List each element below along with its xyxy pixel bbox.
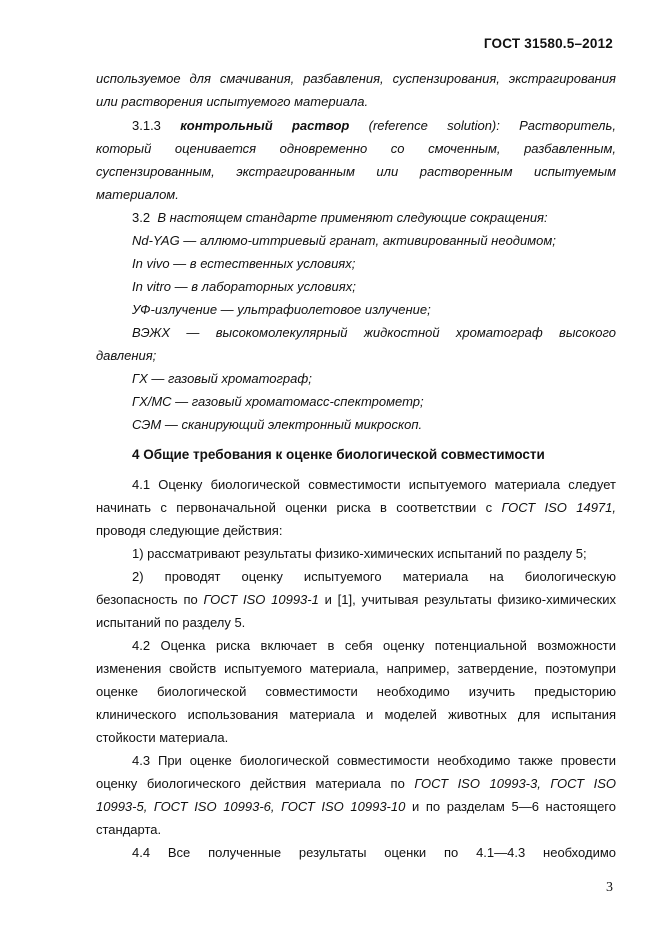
page-number: 3 bbox=[606, 880, 613, 895]
text-line: 4.4 Все полученные результаты оценки по 4.1—4.3 необходимо bbox=[132, 845, 616, 860]
text-line: используемое для смачивания, разбавления, суспензирования, экстрагирования bbox=[96, 71, 616, 86]
abbreviation-item: Nd-YAG — аллюмо-иттриевый гранат, активированный неодимом; bbox=[132, 233, 556, 248]
text-span: начинать с первоначальной оценки риска в соответствии с bbox=[96, 500, 493, 515]
text-line bbox=[96, 499, 616, 517]
abbreviation-item: In vivo — в естественных условиях; bbox=[132, 256, 356, 271]
text-line bbox=[96, 798, 616, 816]
standard-reference: 10993-5, ГОСТ ISO 10993-6, ГОСТ ISO 10993-10 bbox=[96, 799, 406, 814]
text-span: и по разделам 5—6 настоящего bbox=[411, 799, 616, 814]
text-line: давления; bbox=[96, 348, 157, 363]
abbreviation-item: ГХ — газовый хроматограф; bbox=[132, 371, 312, 386]
abbreviation-item: ГХ/МС — газовый хроматомасс-спектрометр; bbox=[132, 394, 424, 409]
text-span: оценку биологического действия материала по bbox=[96, 776, 405, 791]
list-item: 1) рассматривают результаты физико-химических испытаний по разделу 5; bbox=[132, 546, 587, 561]
text-line: стойкости материала. bbox=[96, 730, 229, 745]
document-code: ГОСТ 31580.5–2012 bbox=[483, 36, 613, 51]
clause-number: 3.1.3 bbox=[132, 118, 161, 133]
abbreviation-item: СЭМ — сканирующий электронный микроскоп. bbox=[132, 417, 423, 432]
text-line: 4.1 Оценку биологической совместимости испытуемого материала следует bbox=[132, 477, 616, 492]
text-line: оценке биологической совместимости необходимо изучить предысторию bbox=[96, 684, 616, 699]
term-definition-line bbox=[132, 117, 616, 135]
text-line bbox=[96, 591, 616, 609]
text-line: суспензированным, экстрагированным или растворенным испытуемым bbox=[96, 164, 616, 179]
abbreviation-item: УФ-излучение — ультрафиолетовое излучение; bbox=[132, 302, 431, 317]
text-span: и [1], учитывая результаты физико-химических bbox=[324, 592, 616, 607]
text-line: который оценивается одновременно со смоченным, разбавленным, bbox=[96, 141, 616, 156]
abbreviation-item: In vitro — в лабораторных условиях; bbox=[132, 279, 356, 294]
standard-reference: ГОСТ ISO 14971, bbox=[501, 500, 616, 515]
abbreviation-item: ВЭЖХ — высокомолекулярный жидкостной хроматограф высокого bbox=[132, 325, 616, 340]
text-line: проводя следующие действия: bbox=[96, 523, 283, 538]
term-definition: (reference solution): Растворитель, bbox=[368, 118, 616, 133]
text-line: испытаний по разделу 5. bbox=[96, 615, 246, 630]
text-line: или растворения испытуемого материала. bbox=[96, 94, 369, 109]
text-line: стандарта. bbox=[96, 822, 162, 837]
text-line: 4.3 При оценке биологической совместимости необходимо также провести bbox=[132, 753, 616, 768]
text-line: изменения свойств испытуемого материала, например, затвердение, поэтомупри bbox=[96, 661, 616, 676]
standard-reference: ГОСТ ISO 10993-3, ГОСТ ISO bbox=[414, 776, 616, 791]
list-item: 2) проводят оценку испытуемого материала на биологическую bbox=[132, 569, 616, 584]
clause-number: 3.2 bbox=[132, 210, 151, 225]
standard-reference: ГОСТ ISO 10993-1 bbox=[203, 592, 319, 607]
clause-text: В настоящем стандарте применяют следующие сокращения: bbox=[157, 210, 548, 225]
text-line: клинического использования материала и моделей животных для испытания bbox=[96, 707, 616, 722]
clause-heading bbox=[132, 209, 616, 227]
text-span: безопасность по bbox=[96, 592, 198, 607]
section-heading: 4 Общие требования к оценке биологической совместимости bbox=[132, 447, 545, 462]
text-line bbox=[96, 775, 616, 793]
text-line: материалом. bbox=[96, 187, 179, 202]
term-name: контрольный раствор bbox=[180, 118, 350, 133]
text-line: 4.2 Оценка риска включает в себя оценку потенциальной возможности bbox=[132, 638, 616, 653]
